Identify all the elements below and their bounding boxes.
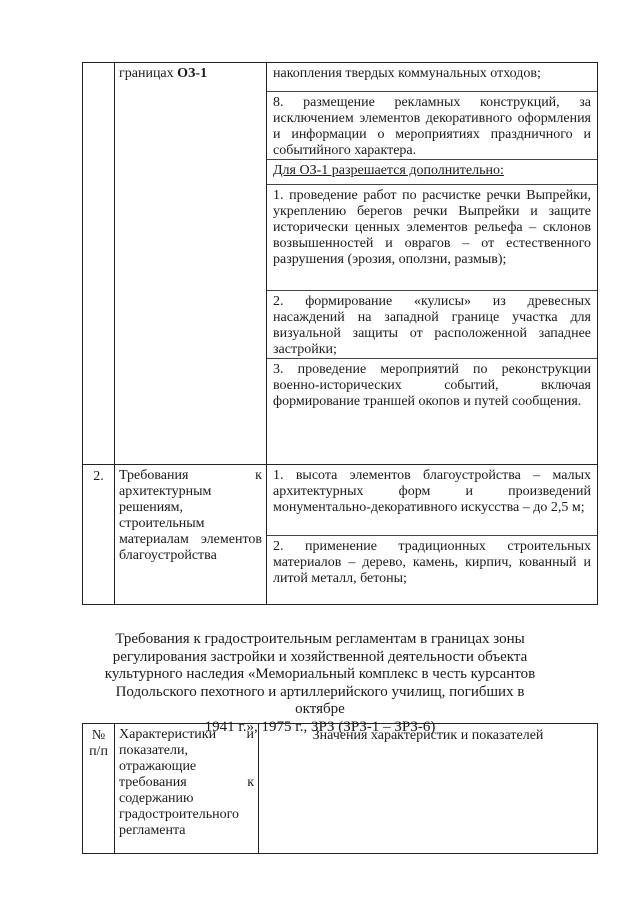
regulations-table [82,723,598,854]
value-paragraph: накопления твердых коммунальных отходов; [267,63,597,92]
characteristics-header: Характеристики и показатели, отражающие требования к содержанию градостроительного регламента [115,724,259,854]
value-paragraph-underlined: Для ОЗ-1 разрешается дополнительно: [267,160,597,185]
row-number-cell [83,63,115,465]
heading-line: Требования к градостроительным регламентам в границах зоны [115,631,525,647]
value-paragraph: 2. применение традиционных строительных материалов – дерево, камень, кирпич, кованный и литой металл, бетоны; [273,539,591,586]
requirements-table-continued [82,62,598,605]
value-paragraph: 3. проведение мероприятий по реконструкции военно-исторических событий, включая формирование траншей окопов и путей сообщения. [273,362,591,409]
heading-line: регулирования застройки и хозяйственной деятельности объекта [112,648,528,665]
value-paragraph: 1. высота элементов благоустройства – малых архитектурных форм и произведений монументально-декоративного искусства – до 2,5 м; [267,465,597,536]
characteristic-text: границах [119,66,178,81]
values-cell [267,63,598,465]
heading-line: культурного наследия «Мемориальный комплекс в честь курсантов [104,666,536,682]
characteristic-cell: Требования к архитектурным решениям, строительным материалам элементов благоустройства [115,465,267,605]
zone-code: ОЗ-1 [177,66,208,81]
values-header: Значения характеристик и показателей [259,724,598,854]
section-heading [90,631,550,736]
value-paragraph: 8. размещение рекламных конструкций, за исключением элементов декоративного оформления и информации о мероприятиях праздничного и событийного характера. [267,92,597,160]
heading-line: Подольского пехотного и артиллерийского училищ, погибших в октябре [115,683,525,717]
characteristic-cell [115,63,267,465]
number-header: № п/п [83,724,115,854]
table-row [83,465,598,605]
values-cell [267,465,598,605]
value-paragraph: 1. проведение работ по расчистке речки Выпрейки, укреплению берегов речки Выпрейки и защите исторически ценных элементов рельефа – склонов возвышенностей и оврагов – от естественного разрушения (эрозия, оползни, размыв); [267,185,597,291]
row-number-cell: 2. [83,465,115,605]
value-paragraph: 2. формирование «кулисы» из древесных насаждений на западной границе участка для визуальной защиты от расположенной западнее застройки; [267,291,597,359]
table-header-row [83,724,598,854]
table-row [83,63,598,465]
heading-line: 1941 г.», 1975 г., ЗРЗ (ЗРЗ-1 – ЗРЗ-6) [204,718,436,735]
